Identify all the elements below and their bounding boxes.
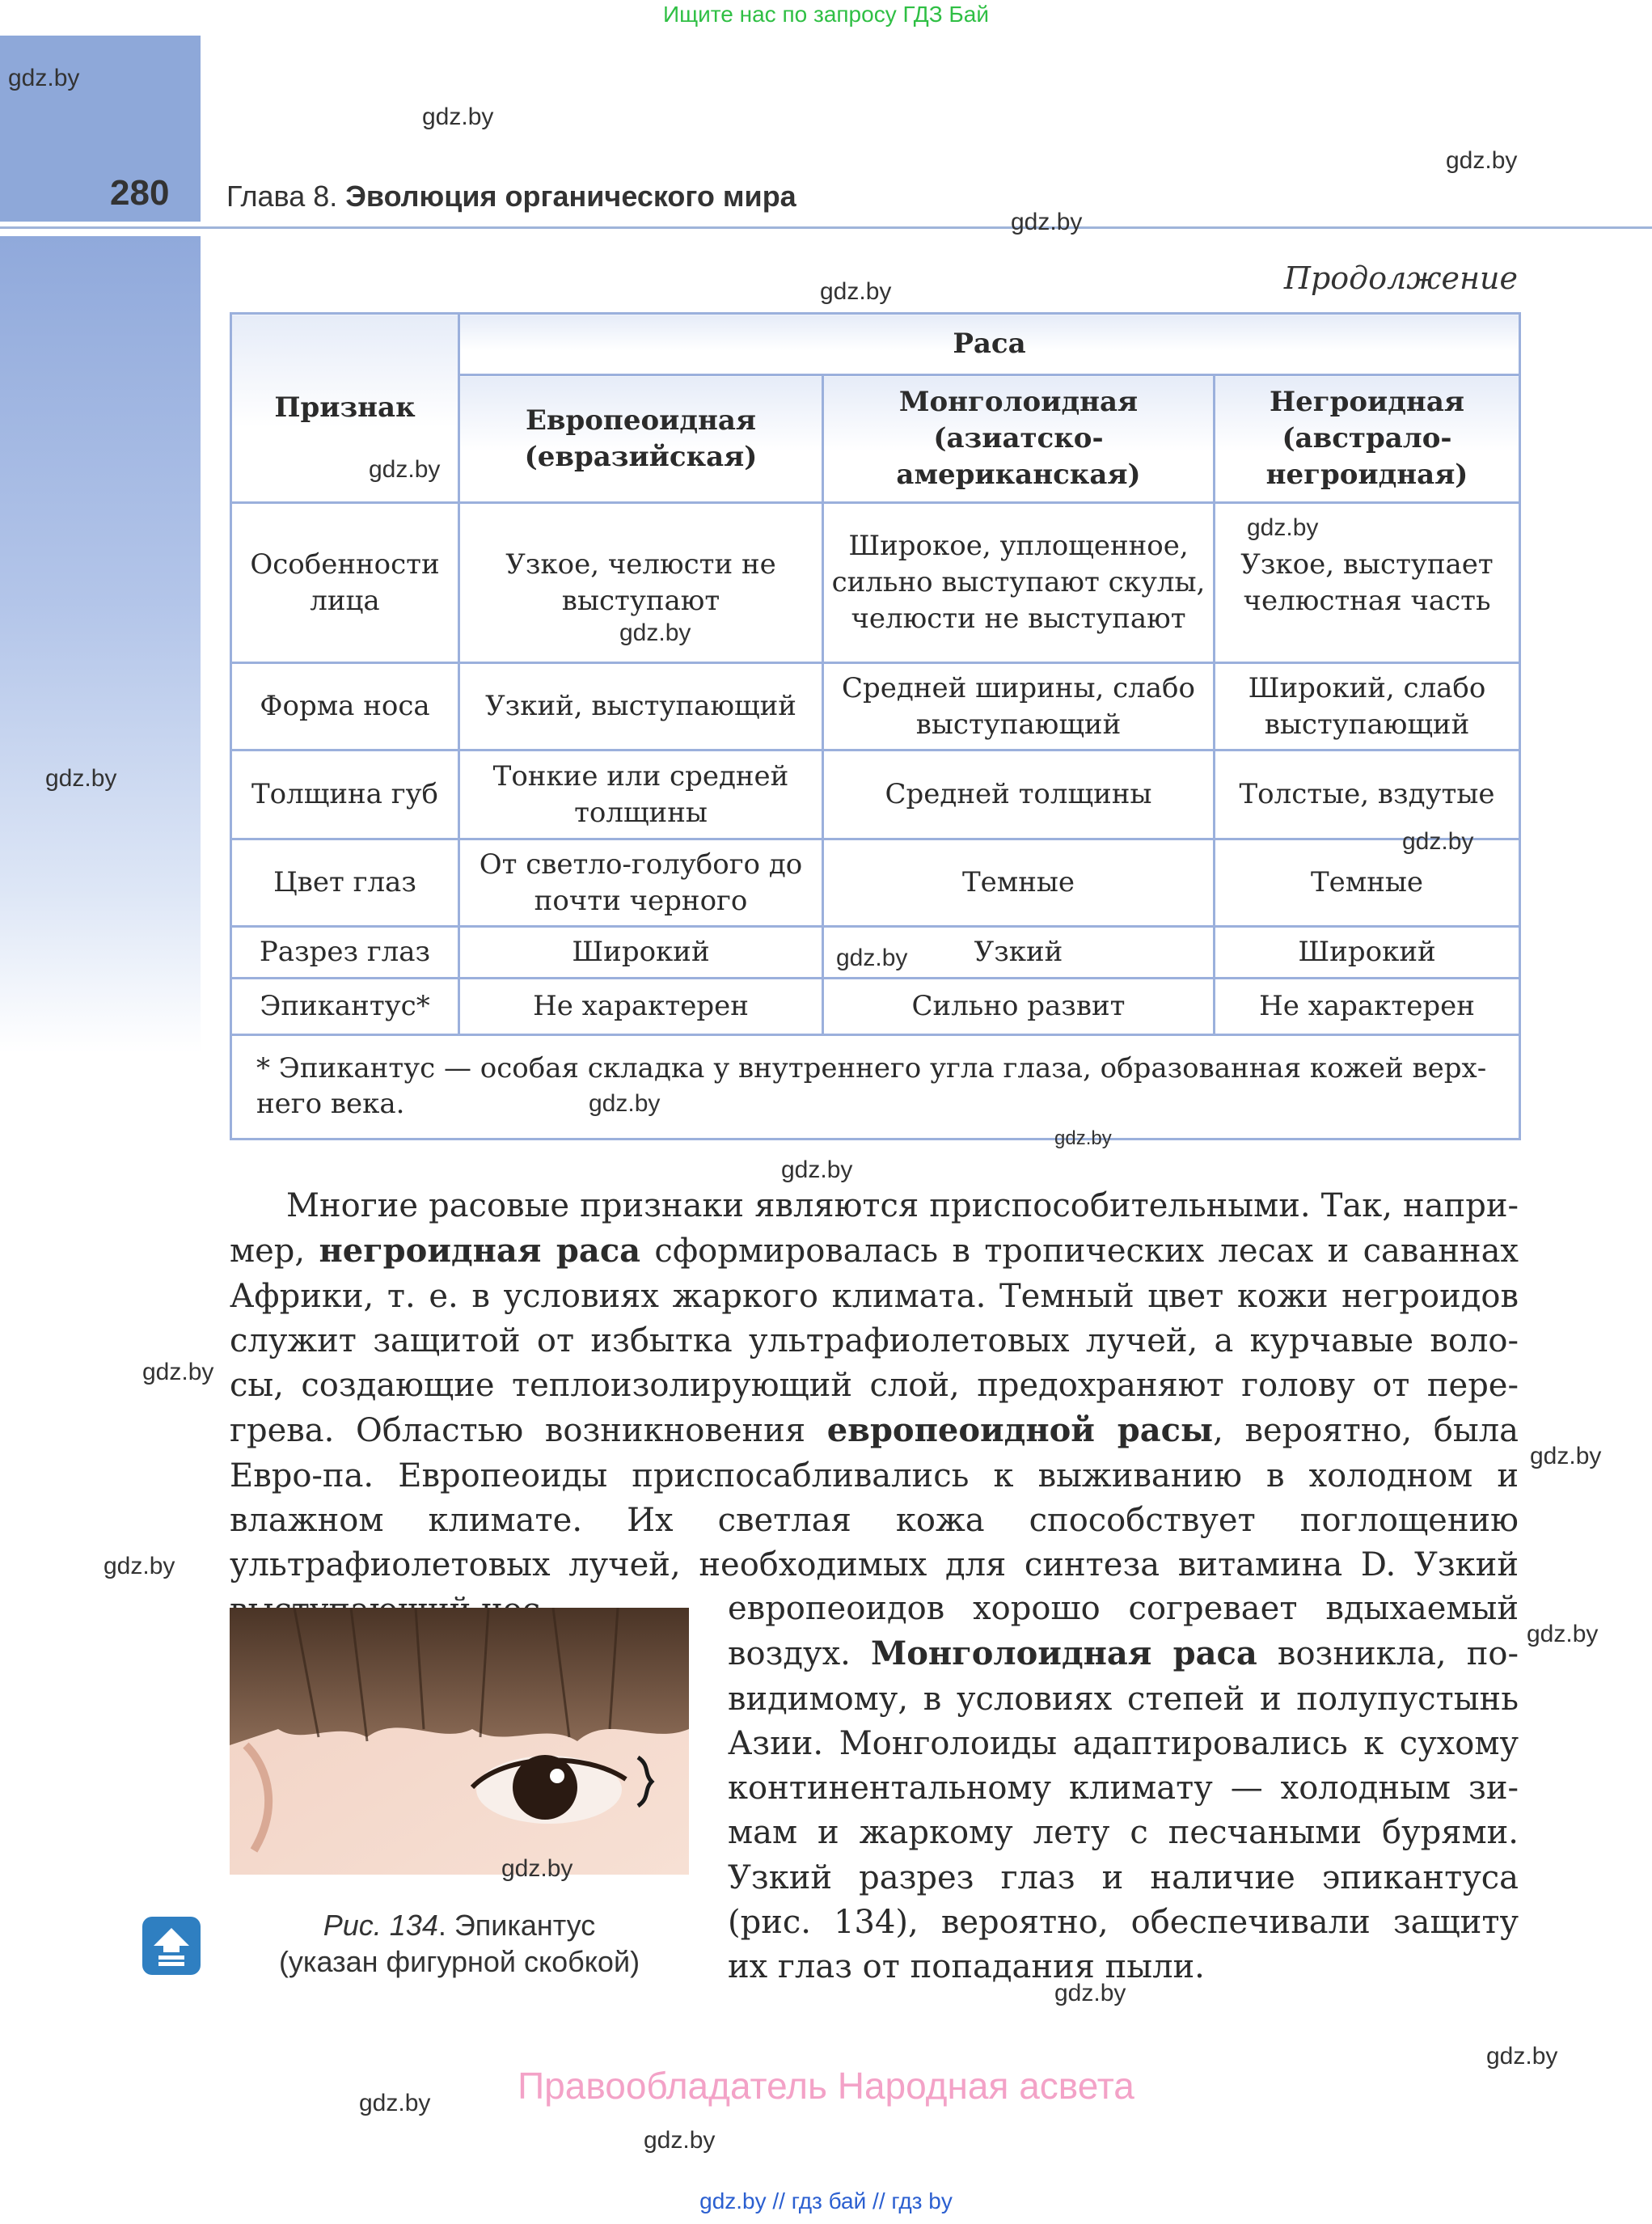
cell-mongol: Средней ширины, слабо выступающий — [823, 663, 1215, 750]
header-sign: Признак — [231, 314, 459, 503]
cell-euro: Тонкие или средней толщины — [459, 750, 823, 839]
watermark: gdz.by — [781, 1156, 853, 1183]
term-negroid: негроидная раса — [319, 1232, 641, 1271]
home-button[interactable] — [142, 1917, 201, 1975]
table-row — [231, 979, 1520, 1035]
cell-mongol: Темные — [823, 839, 1215, 927]
cell-negro: Темные — [1215, 839, 1520, 927]
chapter-name: Эволюция органического мира — [345, 180, 796, 213]
cell-negro: Широкий — [1215, 927, 1520, 979]
home-up-icon — [142, 1917, 201, 1975]
search-banner: Ищите нас по запросу ГДЗ Бай — [662, 2, 990, 27]
header-mongoloid: Монголоидная (азиатско- американская) — [823, 375, 1215, 503]
watermark: gdz.by — [501, 1855, 573, 1882]
cell-mongol: Средней толщины — [823, 750, 1215, 839]
watermark: gdz.by — [1011, 209, 1083, 235]
watermark: gdz.by — [1527, 1621, 1599, 1647]
table-row — [231, 839, 1520, 927]
term-europeoid: европеоидной расы — [826, 1411, 1214, 1450]
watermark: gdz.by — [1247, 514, 1319, 541]
epicanthus-photo — [230, 1608, 689, 1875]
table-footnote: * Эпикантус — особая складка у внутреннего угла глаза, образованная кожей верх- него века. — [231, 1035, 1520, 1139]
cell-mongol: Сильно развит — [823, 979, 1215, 1035]
figure-caption: Рис. 134. Эпикантус (указан фигурной скобкой) — [278, 1909, 640, 1978]
table-row — [231, 750, 1520, 839]
table-row — [231, 663, 1520, 750]
watermark: gdz.by — [836, 945, 908, 971]
cell-euro: Не характерен — [459, 979, 823, 1035]
cell-euro: Узкий, выступающий — [459, 663, 823, 750]
cell-sign: Разрез глаз — [231, 927, 459, 979]
cell-euro: Широкий — [459, 927, 823, 979]
copyright-notice: Правообладатель Народная асвета — [518, 2065, 1134, 2107]
cell-euro: Узкое, челюсти не выступают — [459, 503, 823, 663]
cell-sign: Форма носа — [231, 663, 459, 750]
cell-mongol: Узкий — [823, 927, 1215, 979]
page-number: 280 — [110, 173, 170, 213]
continuation-label: Продолжение — [1283, 260, 1518, 296]
side-bar-top — [0, 36, 201, 222]
cell-mongol: Широкое, уплощенное, сильно выступают скулы, челюсти не выступают — [823, 503, 1215, 663]
watermark: gdz.by — [1486, 2043, 1558, 2070]
cell-sign: Цвет глаз — [231, 839, 459, 927]
figure-label: Рис. 134 — [323, 1909, 438, 1942]
header-rule — [0, 226, 1652, 229]
watermark: gdz.by — [422, 104, 494, 130]
watermark: gdz.by — [1402, 828, 1474, 855]
body-paragraph-2: европеоидов хорошо согревает вдыхаемый воздух. Монголоидная раса возникла, по-видимому, в условиях степей и полупустынь Азии. Монголоиды адаптировались к сухому континентальному климату — холодным зи-мам и жаркому лету с песчаными бурями. Узкий разрез глаз и наличие эпикантуса (рис. 134), вероятно, обеспечивали защиту их глаз от попадания пыли. — [728, 1590, 1519, 1986]
watermark: gdz.by — [1054, 1127, 1112, 1149]
chapter-title — [226, 180, 796, 214]
watermark: gdz.by — [142, 1359, 214, 1385]
watermark: gdz.by — [644, 2127, 716, 2154]
watermark: gdz.by — [1054, 1980, 1126, 2006]
watermark: gdz.by — [589, 1090, 661, 1117]
chapter-prefix: Глава 8. — [226, 180, 338, 213]
bottom-links[interactable]: gdz.by // гдз бай // гдз by — [699, 2188, 953, 2213]
header-negroid: Негроидная (австрало- негроидная) — [1215, 375, 1520, 503]
header-race: Раса — [459, 314, 1520, 375]
watermark: gdz.by — [45, 765, 117, 792]
cell-negro: Толстые, вздутые — [1215, 750, 1520, 839]
watermark: gdz.by — [359, 2090, 431, 2116]
cell-negro: Широкий, слабо выступающий — [1215, 663, 1520, 750]
cell-negro: Узкое, выступает челюстная часть — [1215, 503, 1520, 663]
term-mongoloid: Монголоидная раса — [870, 1634, 1257, 1673]
cell-negro: Не характерен — [1215, 979, 1520, 1035]
cell-euro: От светло-голубого до почти черного — [459, 839, 823, 927]
table-row — [231, 503, 1520, 663]
watermark: gdz.by — [1446, 147, 1518, 174]
table-footnote-row — [231, 1035, 1520, 1139]
cell-sign: Эпикантус* — [231, 979, 459, 1035]
watermark: gdz.by — [619, 619, 691, 646]
watermark: gdz.by — [1530, 1443, 1602, 1469]
watermark: gdz.by — [8, 65, 80, 91]
watermark: gdz.by — [369, 456, 441, 483]
side-bar-gradient — [0, 236, 201, 1053]
watermark: gdz.by — [820, 278, 892, 305]
body-paragraph-1: Многие расовые признаки являются приспособительными. Так, напри-мер, негроидная раса сформировалась в тропических лесах и саваннах Африки, т. е. в условиях жаркого климата. Темный цвет кожи негроидов служит защитой от избытка ультрафиолетовых лучей, а курчавые воло-сы, создающие теплоизолирующий слой, предохраняют голову от пере-грева. Областью возникновения европеоидной расы, вероятно, была Евро-па. Европеоиды приспосабливались к выживанию в холодном и влажном климате. Их светлая кожа способствует поглощению ультрафиолетовых лучей, необходимых для синтеза витамина D. Узкий — [230, 1187, 1519, 1584]
race-table — [230, 312, 1521, 1140]
watermark: gdz.by — [104, 1553, 175, 1579]
header-europeoid: Европеоидная (евразийская) — [459, 375, 823, 503]
cell-sign: Особенности лица — [231, 503, 459, 663]
cell-sign: Толщина губ — [231, 750, 459, 839]
